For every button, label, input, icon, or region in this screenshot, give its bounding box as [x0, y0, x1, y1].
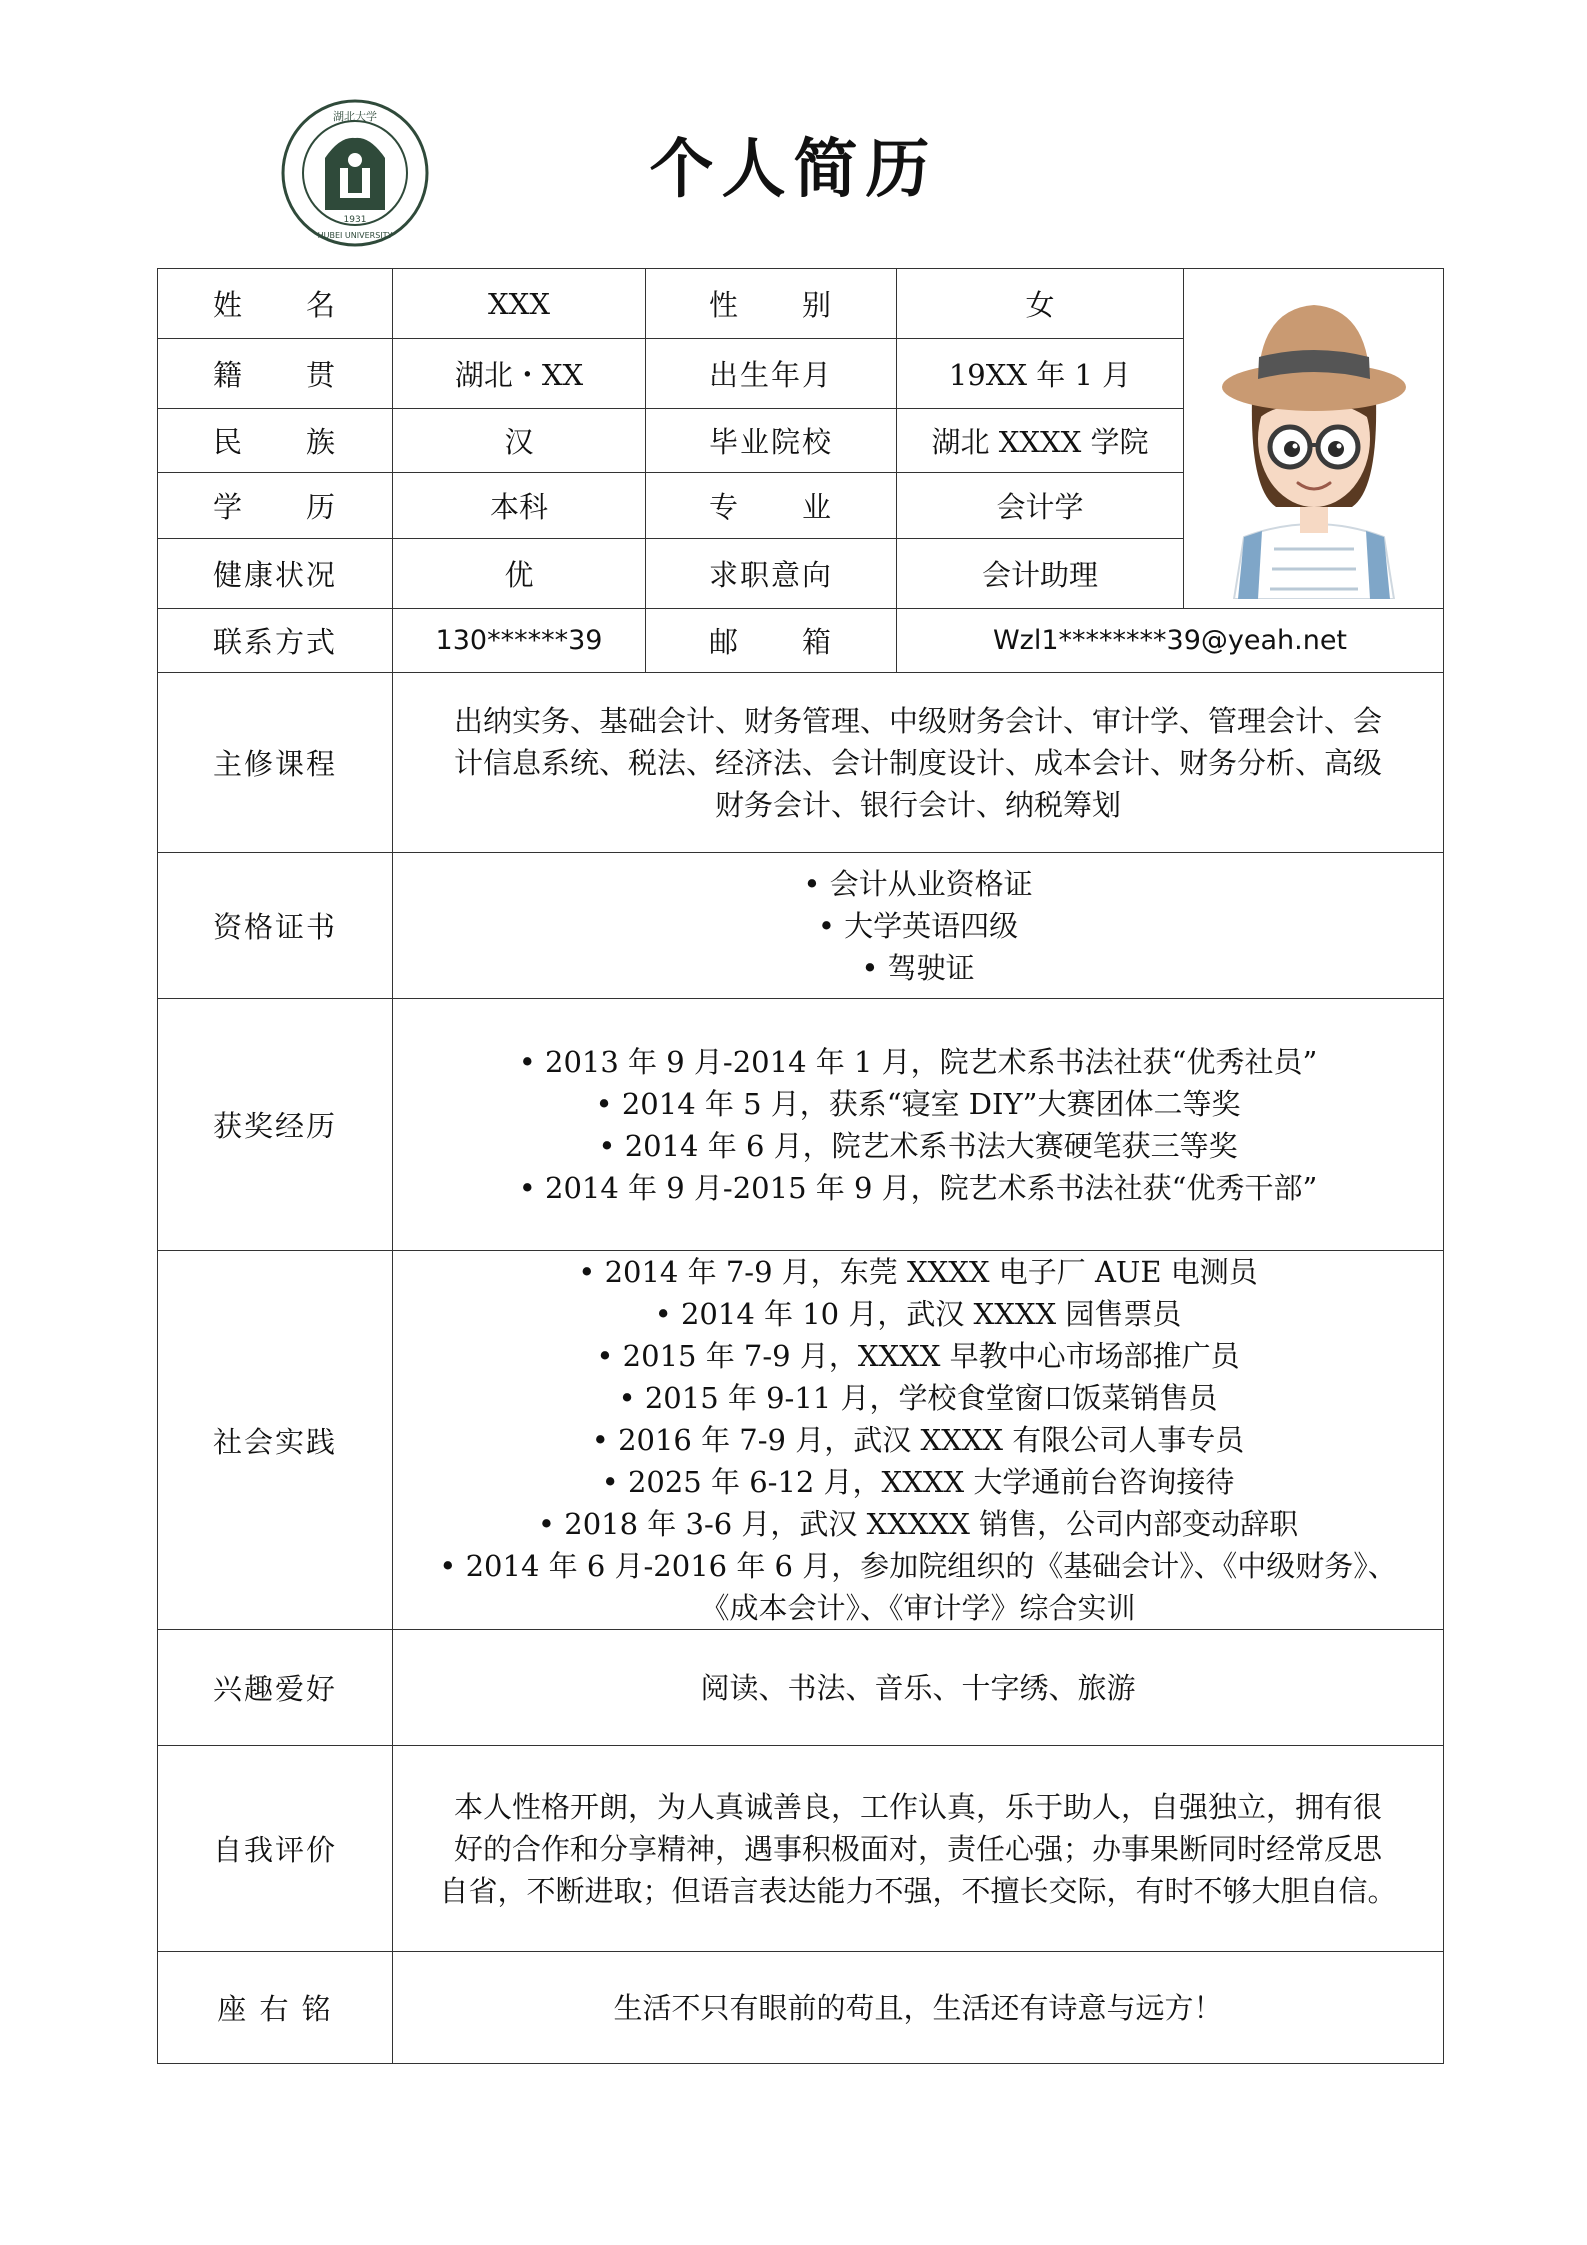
major-value: 会计学: [897, 473, 1184, 539]
major-label: 专 业: [646, 473, 897, 539]
education-label: 学 历: [158, 473, 393, 539]
award-item: • 2014 年 6 月，院艺术系书法大赛硬笔获三等奖: [393, 1125, 1443, 1167]
self-evaluation-line: 本人性格开朗，为人真诚善良，工作认真，乐于助人，自强独立，拥有很: [453, 1789, 1382, 1824]
photo-cell: [1184, 269, 1444, 609]
award-item: • 2013 年 9 月-2014 年 1 月，院艺术系书法社获“优秀社员”: [393, 1041, 1443, 1083]
svg-text:1931: 1931: [343, 215, 367, 225]
practice-item: • 2014 年 7-9 月，东莞 XXXX 电子厂 AUE 电测员: [393, 1251, 1443, 1293]
gender-label: 性 别: [646, 269, 897, 339]
certificates-label: 资格证书: [158, 853, 393, 999]
birth-label: 出生年月: [646, 339, 897, 409]
awards-label: 获奖经历: [158, 999, 393, 1251]
ethnic-label: 民 族: [158, 409, 393, 473]
contact-value: 130******39: [393, 609, 646, 673]
gender-value: 女: [897, 269, 1184, 339]
courses-line: 财务会计、银行会计、纳税筹划: [714, 787, 1121, 822]
page-title: 个人简历: [649, 132, 938, 207]
practice-item-continuation: 《成本会计》、《审计学》综合实训: [700, 1591, 1136, 1625]
email-value: Wzl1********39@yeah.net: [897, 609, 1444, 673]
row-certificates: [158, 853, 1444, 999]
row-practice: [158, 1251, 1444, 1630]
practice-label: 社会实践: [158, 1251, 393, 1630]
school-label: 毕业院校: [646, 409, 897, 473]
practice-item: • 2016 年 7-9 月，武汉 XXXX 有限公司人事专员: [393, 1419, 1443, 1461]
svg-text:湖北大学: 湖北大学: [333, 110, 377, 123]
practice-item: • 2018 年 3-6 月，武汉 XXXXX 销售，公司内部变动辞职: [393, 1503, 1443, 1545]
name-label: 姓 名: [158, 269, 393, 339]
hobby-content: 阅读、书法、音乐、十字绣、旅游: [393, 1630, 1444, 1746]
row-self-evaluation: [158, 1746, 1444, 1952]
row-name: [158, 269, 1444, 339]
practice-item: • 2014 年 6 月-2016 年 6 月，参加院组织的《基础会计》、《中级财务》、: [393, 1545, 1443, 1587]
resume-table: [157, 268, 1444, 2064]
courses-label: 主修课程: [158, 673, 393, 853]
school-value: 湖北 XXXX 学院: [897, 409, 1184, 473]
job-intent-value: 会计助理: [897, 539, 1184, 609]
hobby-label: 兴趣爱好: [158, 1630, 393, 1746]
row-courses: [158, 673, 1444, 853]
self-evaluation-line: 自省，不断进取；但语言表达能力不强，不擅长交际，有时不够大胆自信。: [439, 1873, 1397, 1908]
certificate-item: • 会计从业资格证: [393, 863, 1443, 905]
certificate-item: • 大学英语四级: [393, 905, 1443, 947]
origin-label: 籍 贯: [158, 339, 393, 409]
job-intent-label: 求职意向: [646, 539, 897, 609]
self-evaluation-content: [393, 1746, 1444, 1952]
courses-line: 计信息系统、税法、经济法、会计制度设计、成本会计、财务分析、高级: [453, 745, 1382, 780]
awards-content: [393, 999, 1444, 1251]
certificates-content: [393, 853, 1444, 999]
certificate-item: • 驾驶证: [393, 947, 1443, 989]
motto-label: 座 右 铭: [158, 1952, 393, 2064]
self-evaluation-label: 自我评价: [158, 1746, 393, 1952]
row-awards: [158, 999, 1444, 1251]
name-value: XXX: [393, 269, 646, 339]
award-item: • 2014 年 9 月-2015 年 9 月，院艺术系书法社获“优秀干部”: [393, 1167, 1443, 1209]
practice-item: • 2015 年 9-11 月，学校食堂窗口饭菜销售员: [393, 1377, 1443, 1419]
row-hobby: [158, 1630, 1444, 1746]
courses-content: [393, 673, 1444, 853]
contact-label: 联系方式: [158, 609, 393, 673]
practice-item: • 2025 年 6-12 月，XXXX 大学通前台咨询接待: [393, 1461, 1443, 1503]
health-label: 健康状况: [158, 539, 393, 609]
origin-value: 湖北・XX: [393, 339, 646, 409]
email-label: 邮 箱: [646, 609, 897, 673]
practice-content: [393, 1251, 1444, 1630]
svg-text:HUBEI UNIVERSITY: HUBEI UNIVERSITY: [317, 231, 393, 240]
birth-value: 19XX 年 1 月: [897, 339, 1184, 409]
row-motto: [158, 1952, 1444, 2064]
practice-item: • 2014 年 10 月，武汉 XXXX 园售票员: [393, 1293, 1443, 1335]
award-item: • 2014 年 5 月，获系“寝室 DIY”大赛团体二等奖: [393, 1083, 1443, 1125]
ethnic-value: 汉: [393, 409, 646, 473]
avatar: [1214, 279, 1414, 599]
motto-content: 生活不只有眼前的苟且，生活还有诗意与远方！: [393, 1952, 1444, 2064]
row-contact: [158, 609, 1444, 673]
education-value: 本科: [393, 473, 646, 539]
health-value: 优: [393, 539, 646, 609]
self-evaluation-line: 好的合作和分享精神，遇事积极面对，责任心强；办事果断同时经常反思: [453, 1831, 1382, 1866]
courses-line: 出纳实务、基础会计、财务管理、中级财务会计、审计学、管理会计、会: [453, 703, 1382, 738]
practice-item: • 2015 年 7-9 月，XXXX 早教中心市场部推广员: [393, 1335, 1443, 1377]
